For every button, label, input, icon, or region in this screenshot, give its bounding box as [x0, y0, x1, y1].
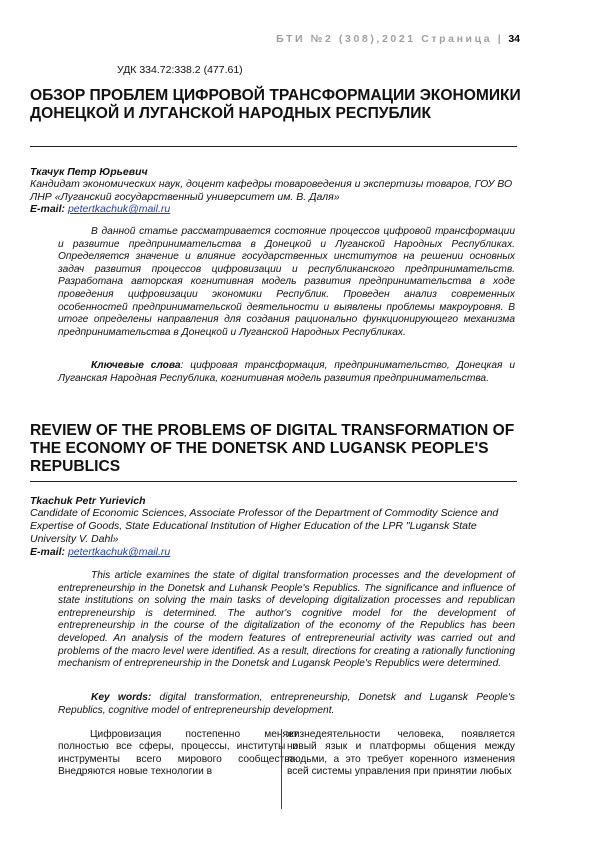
title-ru: ОБЗОР ПРОБЛЕМ ЦИФРОВОЙ ТРАНСФОРМАЦИИ ЭКОНОМИКИ ДОНЕЦКОЙ И ЛУГАНСКОЙ НАРОДНЫХ РЕСПУБЛИК [30, 87, 521, 122]
affiliation-ru: Кандидат экономических наук, доцент кафедры товароведения и экспертизы товаров, ГОУ ВО ЛНР «Луганский государственный университет им. В. Даля» [30, 178, 513, 203]
keywords-label-ru: Ключевые слова [91, 360, 181, 371]
email-label-ru: E-mail: [30, 203, 66, 215]
keywords-text-en: digital transformation, entrepreneurship, Donetsk and Lugansk People's Republics, cognitive model of entrepreneurship development. [58, 692, 515, 716]
header-separator: | [497, 33, 504, 45]
title-en: REVIEW OF THE PROBLEMS OF DIGITAL TRANSFORMATION OF THE ECONOMY OF THE DONETSK AND LUGANSK PEOPLE'S REPUBLICS [30, 422, 515, 475]
column-divider [281, 729, 282, 809]
body-column-right: жизнедеятельности человека, появляется новый язык и платформы общения между людьми, а это требует коренного изменения всей системы управления при принятии любых [287, 729, 515, 778]
keywords-ru [58, 360, 515, 385]
keywords-en [58, 692, 515, 717]
email-label-en: E-mail: [30, 546, 66, 558]
email-line-en [30, 546, 170, 558]
author-en: Tkachuk Petr Yurievich [30, 495, 146, 507]
body-column-left: Цифровизация постепенно меняет полностью все сферы, процессы, институты и инструменты всего мирового сообщества. Внедряются новые технологии в [58, 729, 298, 778]
email-link-en[interactable]: petertkachuk@mail.ru [67, 546, 171, 558]
abstract-ru: В данной статье рассматривается состояние процессов цифровой трансформации и развитие предпринимательства в Донецкой и Луганской Народных Республиках. Определяется значение и влияние государственных институтов на решении основных задач развития процессов цифровизации и республиканского предпринимательств. Разработана авторская когнитивная модель развития предпринимательства в ходе проведения цифровизации экономики Республик. Проведен анализ современных особенностей предпринимательской деятельности и выявлены проблемы макроуровня. В итоге определены направления для создания рационально функционирующего механизма предпринимательства в Донецкой и Луганской Народных Республиках. [58, 226, 515, 338]
email-line-ru [30, 203, 170, 215]
running-header [60, 33, 520, 45]
affiliation-en: Candidate of Economic Sciences, Associate Professor of the Department of Commodity Science and Expertise of Goods, State Educational Institution of Higher Education of the LPR "Lugansk State University V. Dahl» [30, 507, 499, 545]
abstract-en: This article examines the state of digital transformation processes and the development of entrepreneurship in the Donetsk and Luhansk People's Republics. The significance and influence of state institutions on solving the main tasks of developing digitalization processes and republican entrepreneurship is determined. The author's cognitive model for the development of entrepreneurship in the course of the digitalization of the economy of the Republics has been developed. An analysis of the modern features of entrepreneurial activity was carried out and problems of the macro level were identified. As a result, directions for creating a rationally functioning mechanism of entrepreneurship in the Donetsk and Lugansk People's Republics were determined. [58, 570, 515, 670]
page-number: 34 [508, 33, 520, 45]
author-ru: Ткачук Петр Юрьевич [30, 166, 148, 178]
udc-code: УДК 334.72:338.2 (477.61) [117, 64, 243, 76]
title-rule-ru [30, 146, 517, 147]
title-rule-en [30, 481, 517, 482]
journal-info: БТИ №2 (308),2021 Страница [276, 33, 493, 45]
keywords-text-ru: : цифровая трансформация, предпринимательство, Донецкая и Луганская Народная Республика, когнитивная модель развития предпринимательства. [58, 360, 515, 384]
keywords-label-en: Key words: [91, 692, 152, 703]
email-link-ru[interactable]: petertkachuk@mail.ru [67, 203, 171, 215]
